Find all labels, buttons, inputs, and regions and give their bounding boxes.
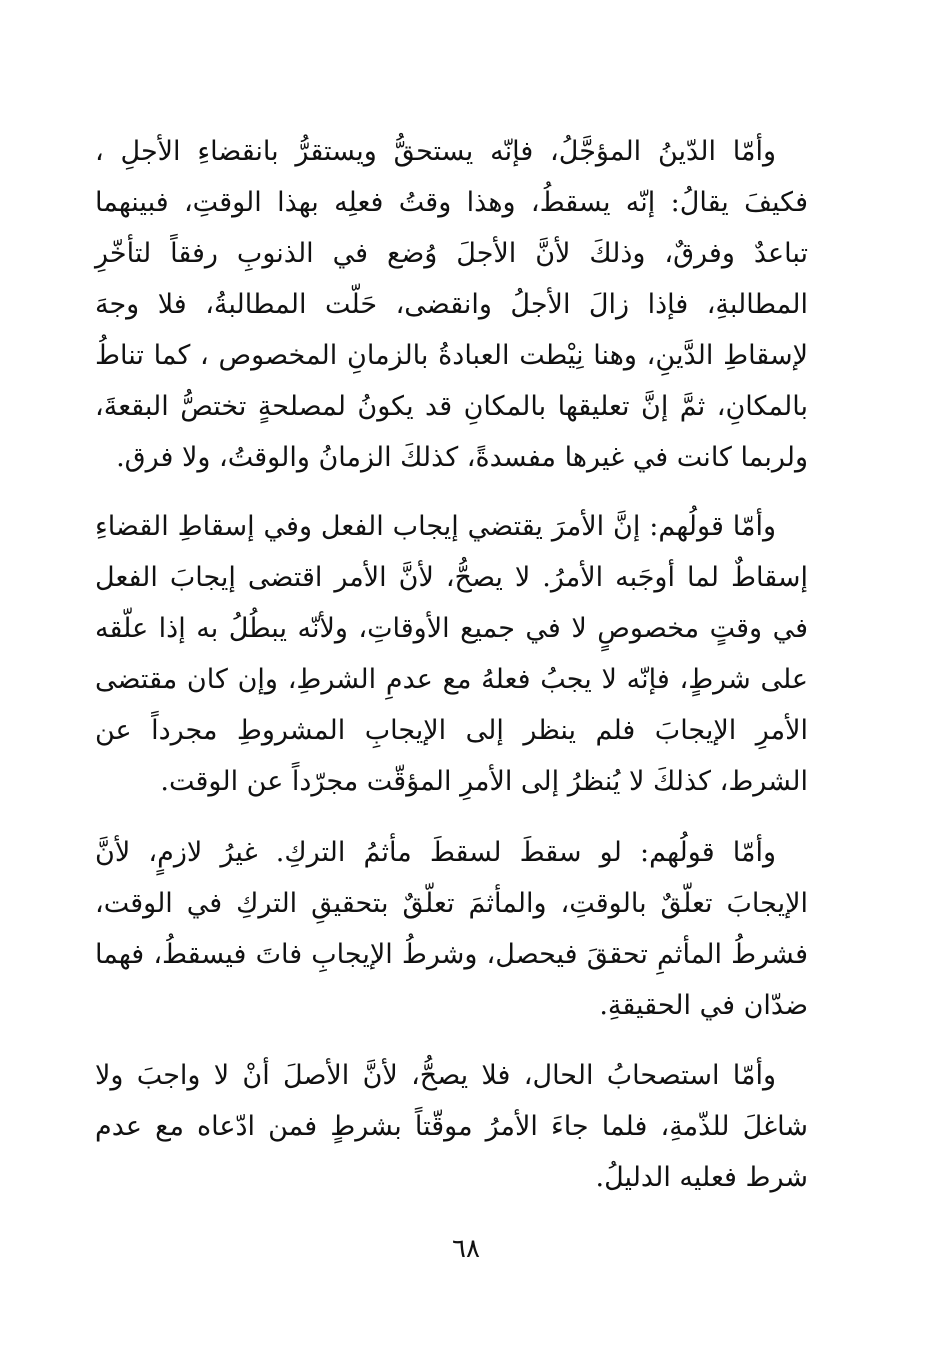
paragraph-1: وأمّا الدّينُ المؤجَّلُ، فإنّه يستحقُّ ويستقرُّ بانقضاءِ الأجلِ ، فكيفَ يقالُ: إنّه يسقطُ، وهذا وقتُ فعلِه بهذا الوقتِ، فبينهما تباعدٌ وفرقٌ، وذلكَ لأنَّ الأجلَ وُضع في الذنوبِ رفقاً لتأخّرِ المطالبةِ، فإذا زالَ الأجلُ وانقضى، حَلّت المطالبةُ، فلا وجهَ لإسقاطِ الدَّينِ، وهنا نِيْطت العبادةُ بالزمانِ المخصوص ، كما تناطُ بالمكانِ، ثمَّ إنَّ تعليقها بالمكانِ قد يكونُ لمصلحةٍ تختصُّ البقعةَ، ولربما كانت في غيرها مفسدةً، كذلكَ الزمانُ والوقتُ، ولا فرق. (95, 136, 808, 473)
paragraph-4: وأمّا استصحابُ الحال، فلا يصحُّ، لأنَّ الأصلَ أنْ لا واجبَ ولا شاغلَ للذّمةِ، فلما جاءَ الأمرُ موقّتاً بشرطٍ فمن ادّعاه مع عدم شرط فعليه الدليلُ. (95, 1060, 808, 1193)
body-text (95, 126, 808, 1203)
page-number: ٦٨ (452, 1234, 480, 1264)
paragraph-3: وأمّا قولُهم: لو سقطَ لسقطَ مأثمُ التركِ. غيرُ لازمٍ، لأنَّ الإيجابَ تعلّقٌ بالوقتِ، والمأثمَ تعلّقٌ بتحقيقِ التركِ في الوقت، فشرطُ المأثمِ تحققَ فيحصل، وشرطُ الإيجابِ فاتَ فيسقطُ، فهما ضدّان في الحقيقةِ. (95, 837, 808, 1021)
paragraph-2: وأمّا قولُهم: إنَّ الأمرَ يقتضي إيجاب الفعل وفي إسقاطِ القضاءِ إسقاطٌ لما أوجَبه الأمرُ. لا يصحُّ، لأنَّ الأمر اقتضى إيجابَ الفعل في وقتٍ مخصوصٍ لا في جميع الأوقاتِ، ولأنّه يبطُلُ به إذا علّقه على شرطٍ، فإنّه لا يجبُ فعلهُ مع عدمِ الشرطِ، وإن كان مقتضى الأمرِ الإيجابَ فلم ينظر إلى الإيجابِ المشروطِ مجرداً عن الشرط، كذلكَ لا يُنظرُ إلى الأمرِ المؤقّت مجرّداً عن الوقت. (95, 511, 808, 797)
